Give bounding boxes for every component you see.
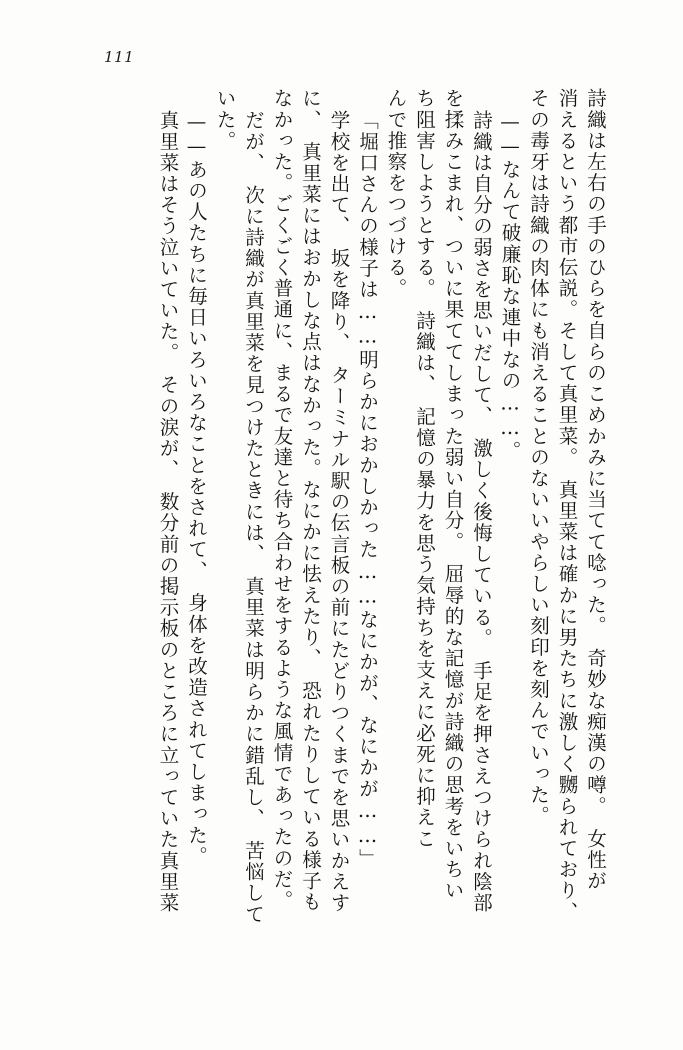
- text-column: 学校を出て、 坂を降り、 ターミナル駅の伝言板の前にたどりつくまでを思いかえす: [327, 110, 351, 914]
- text-column: を揉みこまれ、ついに果ててしまった弱い自分。 屈辱的な記憶が詩織の思考をいちい: [441, 88, 465, 902]
- text-column: んで推察をつづける。: [384, 88, 408, 299]
- text-column: に、 真里菜にはおかしな点はなかった。なにかに怯えたり、 恐れたりしている様子も: [299, 88, 322, 913]
- vertical-text-block: [149, 88, 605, 988]
- text-column: ——あの人たちに毎日いろいろなことをされて、 身体を改造されてしまった。: [185, 110, 208, 867]
- text-column: 真里菜はそう泣いていた。 その涙が、 数分前の掲示板のところに立っていた真里菜: [156, 110, 180, 914]
- text-column: いた。: [213, 88, 237, 152]
- text-column: 詩織は自分の弱さを思いだして、 激しく後悔している。 手足を押さえつけられ陰部: [470, 110, 493, 914]
- page-number: 111: [104, 48, 135, 66]
- text-column: 「堀口さんの様子は……明らかにおかしかった……なにかが、なにかが……」: [356, 110, 379, 870]
- text-column: 消えるという都市伝説。そして真里菜。 真里菜は確かに男たちに激しく嬲られており、: [555, 88, 579, 923]
- text-column: ち阻害しようとする。 詩織は、 記憶の暴力を思う気持ちを支えに必死に抑えこ: [413, 88, 436, 850]
- text-column: ——なんて破廉恥な連中なの……。: [498, 110, 522, 462]
- text-column: その毒牙は詩織の肉体にも消えることのないいやらしい刻印を刻んでいった。: [527, 88, 550, 827]
- text-column: だが、 次に詩織が真里菜を見つけたときには、 真里菜は明らかに錯乱し、 苦悩して: [242, 110, 265, 925]
- text-column: なかった。ごくごく普通に、まるで友達と待ち合わせをするような風情であったのだ。: [270, 88, 294, 911]
- text-column: 詩織は左右の手のひらを自らのこめかみに当てて唸った。 奇妙な痴漢の噂。 女性が: [584, 88, 607, 892]
